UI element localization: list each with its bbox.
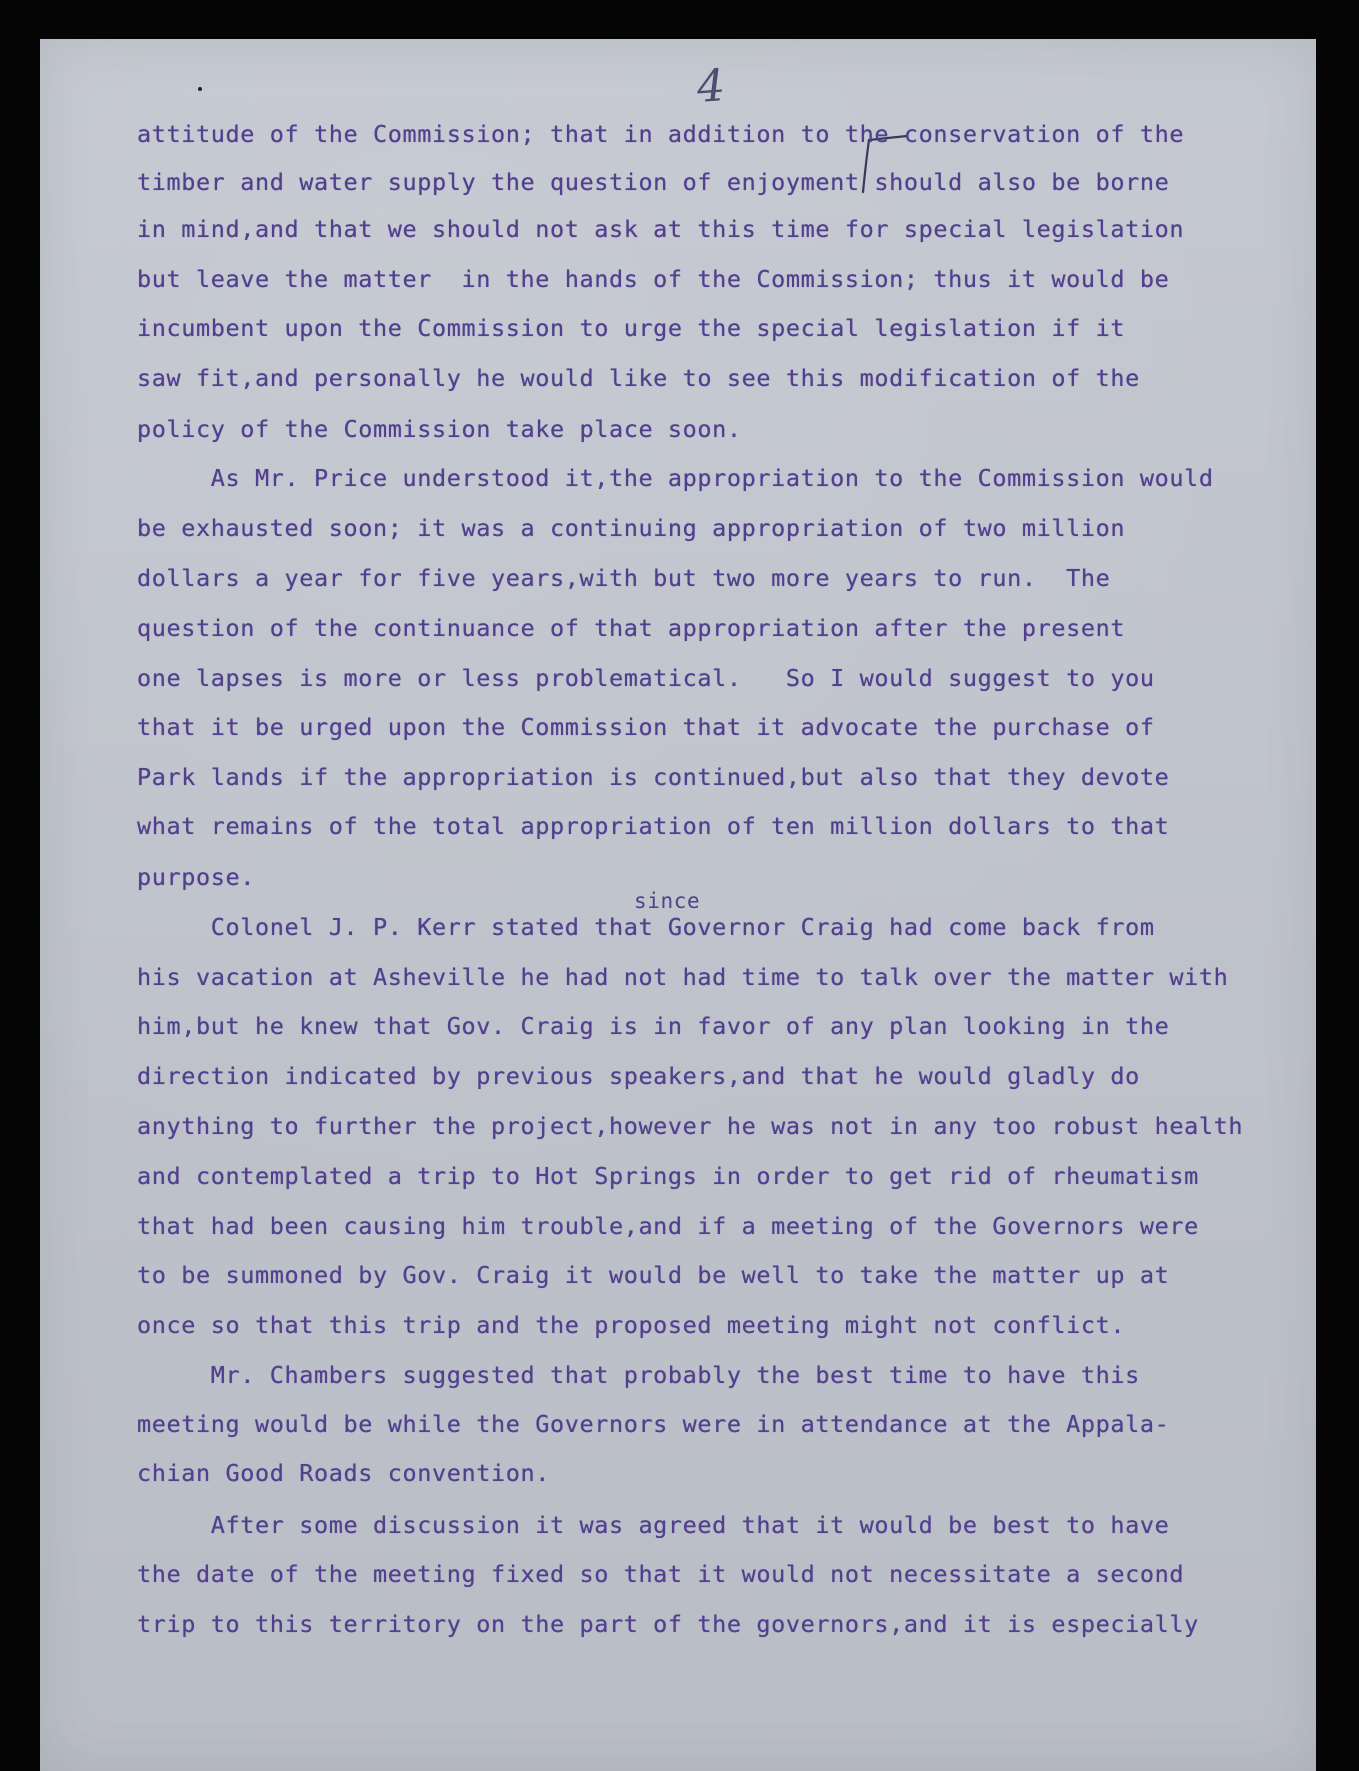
text-line: Park lands if the appropriation is continued,but also that they devote	[137, 763, 1170, 791]
text-line: chian Good Roads convention.	[137, 1459, 550, 1487]
text-line: meeting would be while the Governors were in attendance at the Appala-	[137, 1410, 1170, 1438]
text-line: his vacation at Asheville he had not had time to talk over the matter with	[137, 963, 1229, 991]
text-line: incumbent upon the Commission to urge the special legislation if it	[137, 314, 1126, 342]
text-line: timber and water supply the question of enjoyment should also be borne	[137, 168, 1170, 196]
page-number: 4	[695, 60, 727, 113]
text-line: dollars a year for five years,with but two more years to run. The	[137, 564, 1111, 592]
margin-dot	[198, 87, 202, 91]
text-line: saw fit,and personally he would like to see this modification of the	[137, 364, 1140, 392]
text-line: Colonel J. P. Kerr stated that Governor Craig had come back from	[137, 913, 1155, 941]
text-line: but leave the matter in the hands of the Commission; thus it would be	[137, 265, 1170, 293]
text-line: trip to this territory on the part of the governors,and it is especially	[137, 1610, 1199, 1638]
text-line: policy of the Commission take place soon.	[137, 415, 742, 443]
text-line: After some discussion it was agreed that it would be best to have	[137, 1511, 1170, 1539]
text-line: once so that this trip and the proposed meeting might not conflict.	[137, 1311, 1126, 1339]
text-line: what remains of the total appropriation of ten million dollars to that	[137, 812, 1170, 840]
text-line: purpose.	[137, 863, 255, 891]
document-page	[40, 39, 1316, 1771]
text-line: that it be urged upon the Commission that it advocate the purchase of	[137, 713, 1155, 741]
text-line: be exhausted soon; it was a continuing appropriation of two million	[137, 514, 1126, 542]
text-line: that had been causing him trouble,and if a meeting of the Governors were	[137, 1212, 1199, 1240]
text-line: attitude of the Commission; that in addition to the conservation of the	[137, 120, 1185, 148]
text-line: question of the continuance of that appropriation after the present	[137, 614, 1126, 642]
text-line: one lapses is more or less problematical. So I would suggest to you	[137, 664, 1155, 692]
text-line: Mr. Chambers suggested that probably the best time to have this	[137, 1361, 1140, 1389]
text-line: and contemplated a trip to Hot Springs in order to get rid of rheumatism	[137, 1162, 1199, 1190]
text-line: in mind,and that we should not ask at this time for special legislation	[137, 215, 1185, 243]
text-line: him,but he knew that Gov. Craig is in favor of any plan looking in the	[137, 1012, 1170, 1040]
handwritten-insertion: since	[634, 889, 701, 913]
text-line: As Mr. Price understood it,the appropriation to the Commission would	[137, 464, 1214, 492]
text-line: anything to further the project,however he was not in any too robust health	[137, 1112, 1244, 1140]
text-line: to be summoned by Gov. Craig it would be well to take the matter up at	[137, 1261, 1170, 1289]
text-line: the date of the meeting fixed so that it would not necessitate a second	[137, 1560, 1185, 1588]
text-line: direction indicated by previous speakers,and that he would gladly do	[137, 1062, 1140, 1090]
